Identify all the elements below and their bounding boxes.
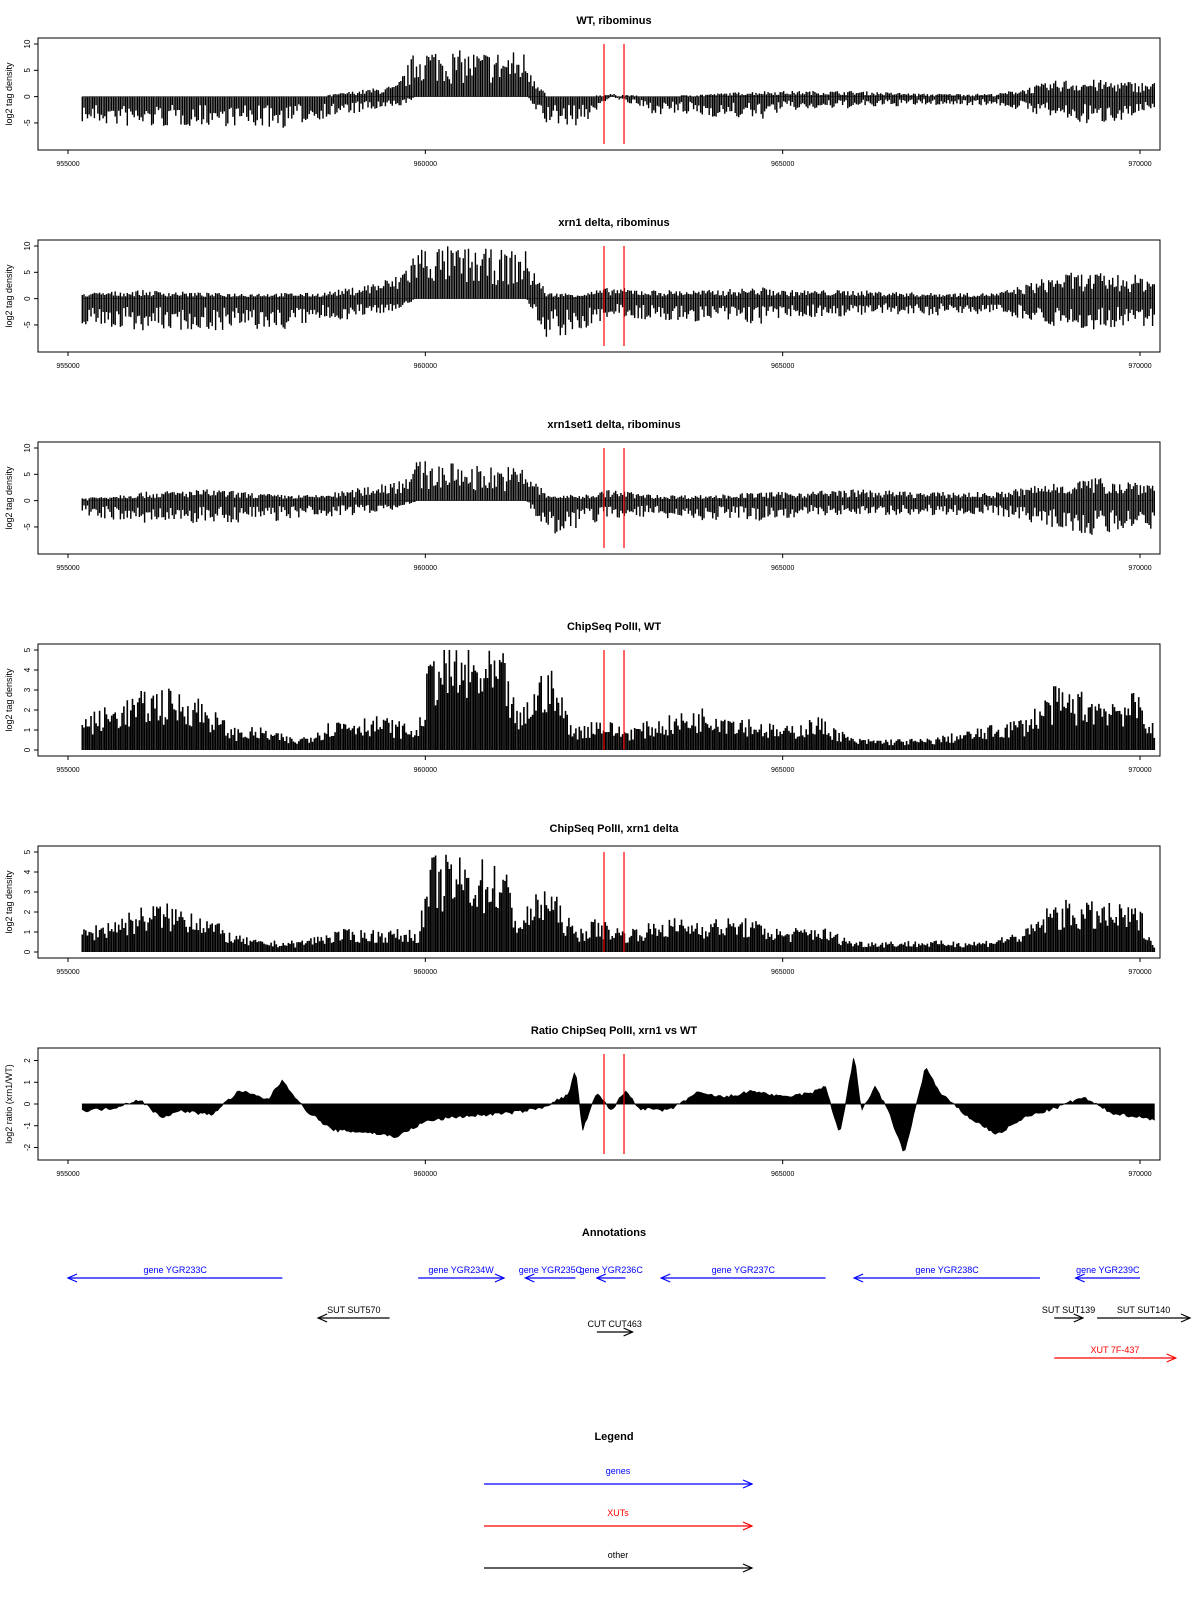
feature-label: gene YGR236C bbox=[579, 1265, 643, 1275]
legend-item-label: genes bbox=[605, 1466, 631, 1476]
x-tick-label: 970000 bbox=[1128, 1171, 1152, 1178]
y-axis-label: log2 tag density bbox=[4, 264, 14, 328]
y-tick-label: -1 bbox=[23, 1122, 32, 1130]
annotations-track bbox=[68, 1227, 1190, 1362]
x-tick-label: 960000 bbox=[413, 363, 438, 370]
annotation-feature bbox=[588, 1319, 642, 1336]
y-tick-label: -5 bbox=[23, 321, 32, 329]
y-tick-label: 0 bbox=[23, 94, 32, 99]
y-tick-label: 5 bbox=[23, 647, 32, 653]
x-tick-label: 970000 bbox=[1128, 969, 1152, 976]
feature-label: SUT SUT139 bbox=[1041, 1305, 1096, 1315]
y-tick-label: 5 bbox=[23, 68, 32, 73]
x-tick-label: 970000 bbox=[1128, 363, 1152, 370]
x-tick-label: 965000 bbox=[770, 767, 795, 774]
legend-title: Legend bbox=[594, 1431, 634, 1443]
y-tick-label: 10 bbox=[23, 443, 32, 453]
chart-panel bbox=[4, 419, 1160, 572]
y-tick-label: 4 bbox=[23, 667, 32, 673]
feature-label: XUT 7F-437 bbox=[1090, 1345, 1140, 1355]
chart-title: ChipSeq PolII, WT bbox=[566, 621, 662, 633]
y-tick-label: 1 bbox=[23, 727, 32, 733]
chart-panel bbox=[4, 1025, 1160, 1178]
x-tick-label: 960000 bbox=[413, 565, 438, 572]
legend-item bbox=[484, 1508, 752, 1530]
y-tick-label: 0 bbox=[23, 296, 32, 301]
feature-label: gene YGR237C bbox=[711, 1265, 776, 1275]
y-tick-label: 1 bbox=[23, 1080, 32, 1085]
legend bbox=[484, 1431, 752, 1572]
x-tick-label: 970000 bbox=[1128, 565, 1152, 572]
feature-label: gene YGR235C bbox=[518, 1265, 583, 1275]
y-axis-label: log2 ratio (xrn1/WT) bbox=[4, 1064, 14, 1144]
annotation-feature bbox=[854, 1265, 1040, 1282]
y-tick-label: 0 bbox=[23, 747, 32, 753]
y-tick-label: 3 bbox=[23, 889, 32, 895]
y-tick-label: 0 bbox=[23, 949, 32, 955]
y-tick-label: 5 bbox=[23, 849, 32, 855]
annotation-feature bbox=[661, 1265, 825, 1282]
x-tick-label: 955000 bbox=[56, 767, 80, 774]
y-tick-label: 0 bbox=[23, 498, 32, 503]
x-tick-label: 965000 bbox=[770, 161, 795, 168]
y-tick-label: -5 bbox=[23, 119, 32, 127]
y-tick-label: -2 bbox=[23, 1143, 32, 1152]
chart-title: WT, ribominus bbox=[576, 15, 652, 27]
annotation-feature bbox=[579, 1265, 643, 1282]
density-bars bbox=[82, 855, 1154, 952]
x-tick-label: 960000 bbox=[413, 969, 438, 976]
annotation-feature bbox=[68, 1265, 282, 1282]
chart-panel bbox=[4, 823, 1160, 976]
x-tick-label: 955000 bbox=[56, 363, 80, 370]
y-tick-label: 2 bbox=[23, 909, 32, 915]
legend-item bbox=[484, 1550, 752, 1572]
chart-panel bbox=[4, 621, 1160, 774]
feature-label: gene YGR234W bbox=[428, 1265, 494, 1275]
x-tick-label: 960000 bbox=[413, 1171, 438, 1178]
annotation-feature bbox=[519, 1265, 583, 1282]
track-panels bbox=[4, 15, 1160, 1178]
x-tick-label: 965000 bbox=[770, 565, 795, 572]
x-tick-label: 965000 bbox=[770, 363, 795, 370]
density-bars bbox=[82, 50, 1154, 127]
feature-label: gene YGR239C bbox=[1076, 1265, 1140, 1275]
y-tick-label: 5 bbox=[23, 270, 32, 275]
chart-panel bbox=[4, 217, 1160, 370]
x-tick-label: 955000 bbox=[56, 565, 80, 572]
y-tick-label: 2 bbox=[23, 1058, 32, 1063]
x-tick-label: 955000 bbox=[56, 1171, 80, 1178]
feature-label: SUT SUT140 bbox=[1116, 1305, 1171, 1315]
y-tick-label: 4 bbox=[23, 869, 32, 875]
annotation-feature bbox=[1054, 1345, 1175, 1362]
annotations-title: Annotations bbox=[581, 1227, 647, 1239]
x-tick-label: 960000 bbox=[413, 767, 438, 774]
y-tick-label: 5 bbox=[23, 472, 32, 477]
x-tick-label: 965000 bbox=[770, 969, 795, 976]
feature-label: CUT CUT463 bbox=[587, 1319, 642, 1329]
y-tick-label: 3 bbox=[23, 687, 32, 693]
feature-label: gene YGR233C bbox=[143, 1265, 207, 1275]
legend-item-label: XUTs bbox=[607, 1508, 629, 1518]
chart-panel bbox=[4, 15, 1160, 168]
y-axis-label: log2 tag density bbox=[4, 870, 14, 934]
y-tick-label: 0 bbox=[23, 1101, 32, 1107]
chart-title: xrn1 delta, ribominus bbox=[558, 217, 670, 229]
annotation-feature bbox=[418, 1265, 504, 1282]
y-axis-label: log2 tag density bbox=[4, 62, 14, 126]
density-bars bbox=[82, 246, 1154, 336]
y-tick-label: 1 bbox=[23, 929, 32, 935]
annotation-feature bbox=[1076, 1265, 1140, 1282]
annotation-feature bbox=[1097, 1305, 1190, 1322]
y-tick-label: 10 bbox=[23, 39, 32, 49]
legend-item-label: other bbox=[607, 1550, 629, 1560]
chart-title: ChipSeq PolII, xrn1 delta bbox=[549, 823, 679, 835]
chart-title: Ratio ChipSeq PolII, xrn1 vs WT bbox=[530, 1025, 698, 1037]
annotation-feature bbox=[1042, 1305, 1095, 1322]
chart-title: xrn1set1 delta, ribominus bbox=[547, 419, 681, 431]
density-bars bbox=[82, 650, 1154, 750]
ratio-area bbox=[82, 1058, 1154, 1151]
y-tick-label: -5 bbox=[23, 523, 32, 531]
y-axis-label: log2 tag density bbox=[4, 668, 14, 732]
feature-label: gene YGR238C bbox=[915, 1265, 979, 1275]
x-tick-label: 960000 bbox=[413, 161, 438, 168]
x-tick-label: 970000 bbox=[1128, 161, 1152, 168]
x-tick-label: 955000 bbox=[56, 969, 80, 976]
y-tick-label: 10 bbox=[23, 241, 32, 251]
x-tick-label: 955000 bbox=[56, 161, 80, 168]
density-bars bbox=[82, 461, 1154, 534]
annotation-feature bbox=[318, 1305, 389, 1322]
legend-item bbox=[484, 1466, 752, 1488]
x-tick-label: 965000 bbox=[770, 1171, 795, 1178]
y-axis-label: log2 tag density bbox=[4, 466, 14, 530]
feature-label: SUT SUT570 bbox=[327, 1305, 381, 1315]
x-tick-label: 970000 bbox=[1128, 767, 1152, 774]
y-tick-label: 2 bbox=[23, 707, 32, 713]
